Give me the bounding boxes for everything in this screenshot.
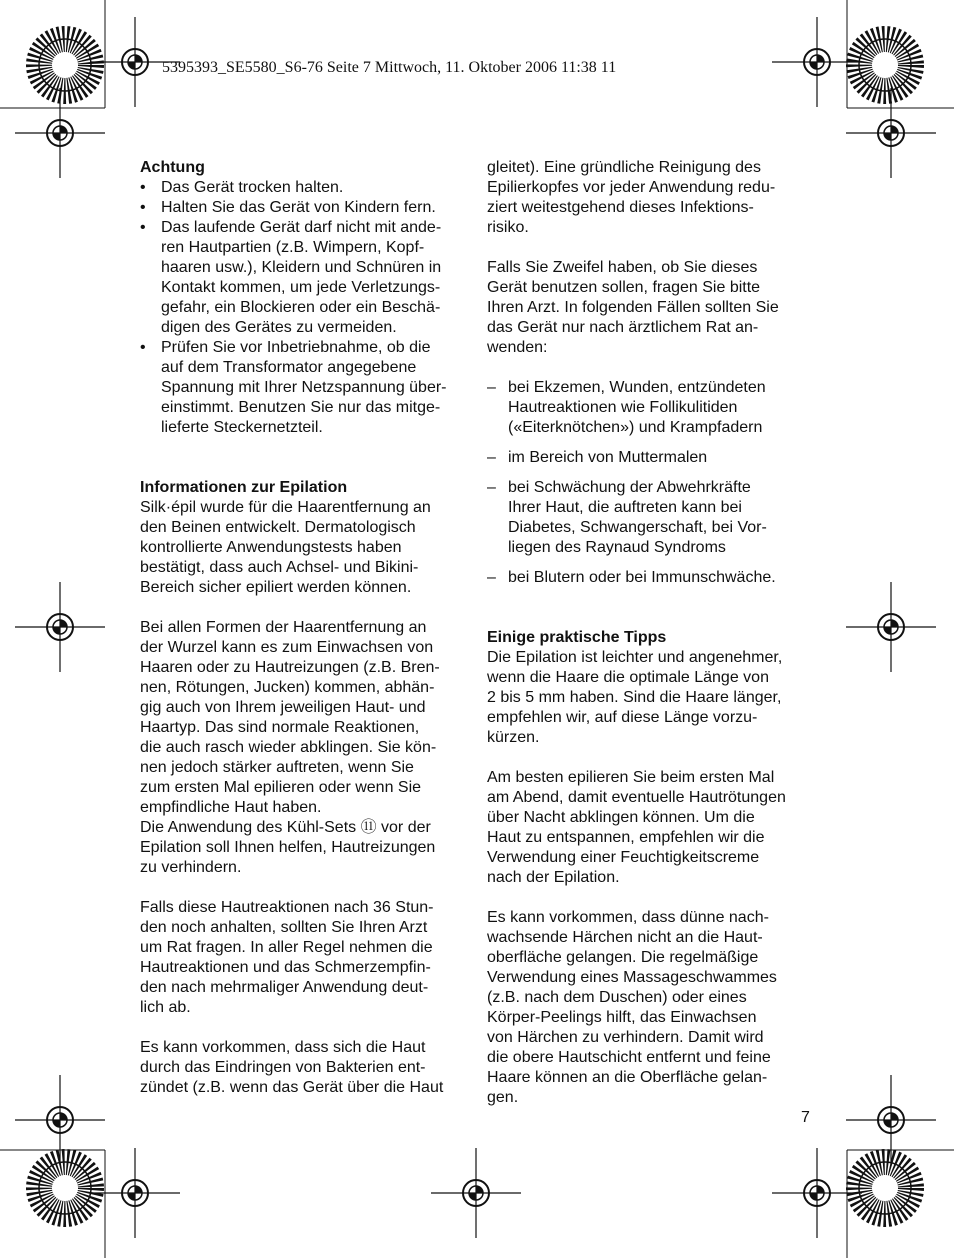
paragraph (140, 618, 470, 818)
text-line: das Gerät nur nach ärztlichem Rat an- (487, 319, 759, 336)
dash-line: Diabetes, Schwangerschaft, bei Vor- (508, 519, 767, 536)
text-line: Ihren Arzt. In folgenden Fällen sollten Sie (487, 299, 779, 316)
text-line: Bereich sicher epiliert werden können. (140, 579, 412, 596)
paragraph (487, 768, 817, 888)
dash-marker: – (487, 479, 496, 496)
text-line: Silk·épil wurde für die Haarentfernung an (140, 499, 431, 516)
text-line: wachsende Härchen nicht an die Haut- (487, 929, 763, 946)
text-line: Verwendung einer Feuchtigkeitscreme (487, 849, 760, 866)
text-line: zum ersten Mal epilieren oder wenn Sie (140, 779, 422, 796)
bullet-line: Das laufende Gerät darf nicht mit ande- (161, 219, 442, 236)
text-line: den nach mehrmaliger Anwendung deut- (140, 979, 429, 996)
text-line: Haare können an die Oberfläche gelan- (487, 1069, 768, 1086)
bullet-item (140, 218, 470, 338)
text-line: Haaren oder zu Hautreizungen (z.B. Bren- (140, 659, 440, 676)
text-line: risiko. (487, 219, 529, 236)
dash-line: («Eiterknötchen») und Krampfadern (508, 419, 763, 436)
bullet-line: Halten Sie das Gerät von Kindern fern. (161, 199, 436, 216)
text-line: Es kann vorkommen, dass dünne nach- (487, 909, 769, 926)
text-line: Haut zu entspannen, empfehlen wir die (487, 829, 765, 846)
text-line: den noch anhalten, sollten Sie Ihren Arzt (140, 919, 428, 936)
text-line: gen. (487, 1089, 519, 1106)
text-line: Körper-Peelings hilft, das Einwachsen (487, 1009, 757, 1026)
left-column (140, 158, 470, 1098)
crosshair-mark (15, 1075, 105, 1165)
tips-heading: Einige praktische Tipps (487, 629, 667, 646)
crosshair-mark (846, 88, 936, 178)
text-line: 2 bis 5 mm haben. Sind die Haare länger, (487, 689, 782, 706)
text-line: über Nacht abklingen können. Um die (487, 809, 755, 826)
crosshair-mark (15, 582, 105, 672)
bullet-marker: • (140, 219, 146, 236)
text-line: Verwendung eines Massageschwammes (487, 969, 777, 986)
text-line: gig auch von Ihrem jeweiligen Haut- und (140, 699, 426, 716)
page-number: 7 (801, 1109, 810, 1126)
text-line: Haartyp. Das sind normale Reaktionen, (140, 719, 420, 736)
text-line: gleitet). Eine gründliche Reinigung des (487, 159, 761, 176)
text-line: am Abend, damit eventuelle Hautrötungen (487, 789, 786, 806)
right-column (487, 158, 817, 1108)
dash-line: bei Ekzemen, Wunden, entzündeten (508, 379, 766, 396)
text-line: Am besten epilieren Sie beim ersten Mal (487, 769, 775, 786)
paragraph (487, 258, 817, 358)
text-line: von Härchen zu verhindern. Damit wird (487, 1029, 764, 1046)
paragraph (487, 648, 817, 748)
paragraph (487, 908, 817, 1108)
print-slug-line: 5395393_SE5580_S6-76 Seite 7 Mittwoch, 11. Oktober 2006 11:38 11 (162, 59, 617, 76)
dash-item (487, 478, 817, 558)
text-line: Gerät benutzen sollen, fragen Sie bitte (487, 279, 761, 296)
bullet-line: Das Gerät trocken halten. (161, 179, 344, 196)
text-line: Falls Sie Zweifel haben, ob Sie dieses (487, 259, 758, 276)
paragraph (140, 818, 470, 878)
text-line: (z.B. nach dem Duschen) oder eines (487, 989, 747, 1006)
text-line: Falls diese Hautreaktionen nach 36 Stun- (140, 899, 434, 916)
text-line: Die Anwendung des Kühl-Sets ⑪ vor der (140, 819, 431, 836)
dash-line: Ihrer Haut, die auftreten kann bei (508, 499, 742, 516)
text-line: nen jedoch stärker auftreten, wenn Sie (140, 759, 414, 776)
bullet-marker: • (140, 199, 146, 216)
dash-item (487, 378, 817, 438)
text-line: die auch rasch wieder abklingen. Sie kön- (140, 739, 437, 756)
bullet-marker: • (140, 339, 146, 356)
text-line: bestätigt, dass auch Achsel- und Bikini- (140, 559, 419, 576)
dash-marker: – (487, 379, 496, 396)
starburst-mark (39, 1162, 91, 1214)
bullet-line: auf dem Transformator angegebene (161, 359, 417, 376)
text-line: nach der Epilation. (487, 869, 620, 886)
bullet-line: lieferte Steckernetzteil. (161, 419, 323, 436)
text-line: um Rat fragen. In aller Regel nehmen die (140, 939, 433, 956)
paragraph (140, 1038, 470, 1098)
bullet-item (140, 198, 470, 218)
text-line: empfindliche Haut haben. (140, 799, 322, 816)
text-line: oberfläche gelangen. Die regelmäßige (487, 949, 759, 966)
text-line: empfehlen wir, auf diese Länge vorzu- (487, 709, 758, 726)
bullet-item (140, 338, 470, 438)
text-line: ziert weitestgehend dieses Infektions- (487, 199, 754, 216)
bullet-line: einstimmt. Benutzen Sie nur das mitge- (161, 399, 441, 416)
bullet-line: Kontakt kommen, um jede Verletzungs- (161, 279, 441, 296)
text-line: Bei allen Formen der Haarentfernung an (140, 619, 427, 636)
bullet-line: Spannung mit Ihrer Netzspannung über- (161, 379, 447, 396)
dash-line: liegen des Raynaud Syndroms (508, 539, 726, 556)
text-line: wenden: (487, 339, 548, 356)
bullet-item (140, 178, 470, 198)
paragraph (140, 898, 470, 1018)
crosshair-mark (772, 17, 862, 107)
text-line: wenn die Haare die optimale Länge von (487, 669, 769, 686)
crosshair-mark (90, 1148, 180, 1238)
text-line: die obere Hautschicht entfernt und feine (487, 1049, 771, 1066)
bullet-line: gefahr, ein Blockieren oder ein Beschä- (161, 299, 441, 316)
dash-marker: – (487, 569, 496, 586)
dash-line: bei Blutern oder bei Immunschwäche. (508, 569, 776, 586)
bullet-line: Prüfen Sie vor Inbetriebnahme, ob die (161, 339, 431, 356)
text-line: Hautreaktionen und das Schmerzempfin- (140, 959, 431, 976)
crosshair-mark (431, 1148, 521, 1238)
text-line: durch das Eindringen von Bakterien ent- (140, 1059, 426, 1076)
bullet-marker: • (140, 179, 146, 196)
crosshair-mark (846, 1075, 936, 1165)
text-line: Epilation soll Ihnen helfen, Hautreizungen (140, 839, 436, 856)
crosshair-mark (772, 1148, 862, 1238)
bullet-line: ren Hautpartien (z.B. Wimpern, Kopf- (161, 239, 425, 256)
text-line: der Wurzel kann es zum Einwachsen von (140, 639, 434, 656)
dash-item (487, 568, 817, 588)
crosshair-mark (15, 88, 105, 178)
bullet-line: digen des Gerätes zu vermeiden. (161, 319, 397, 336)
dash-line: im Bereich von Muttermalen (508, 449, 708, 466)
text-line: kürzen. (487, 729, 540, 746)
dash-line: bei Schwächung der Abwehrkräfte (508, 479, 751, 496)
text-line: nen, Rötungen, Jucken) kommen, abhän- (140, 679, 435, 696)
text-line: lich ab. (140, 999, 191, 1016)
starburst-mark (859, 1162, 911, 1214)
text-line: zündet (z.B. wenn das Gerät über die Haut (140, 1079, 444, 1096)
paragraph (487, 158, 817, 238)
text-line: den Beinen entwickelt. Dermatologisch (140, 519, 416, 536)
achtung-heading: Achtung (140, 159, 205, 176)
text-line: Es kann vorkommen, dass sich die Haut (140, 1039, 426, 1056)
text-line: Die Epilation ist leichter und angenehmer, (487, 649, 783, 666)
crosshair-mark (846, 582, 936, 672)
starburst-mark (39, 39, 91, 91)
dash-item (487, 448, 817, 468)
bullet-line: haaren usw.), Kleidern und Schnüren in (161, 259, 442, 276)
paragraph (140, 498, 470, 598)
text-line: Epilierkopfes vor jeder Anwendung redu- (487, 179, 776, 196)
dash-marker: – (487, 449, 496, 466)
epilation-heading: Informationen zur Epilation (140, 479, 348, 496)
text-line: kontrollierte Anwendungstests haben (140, 539, 402, 556)
starburst-mark (859, 39, 911, 91)
text-line: zu verhindern. (140, 859, 242, 876)
dash-line: Hautreaktionen wie Follikulitiden (508, 399, 738, 416)
